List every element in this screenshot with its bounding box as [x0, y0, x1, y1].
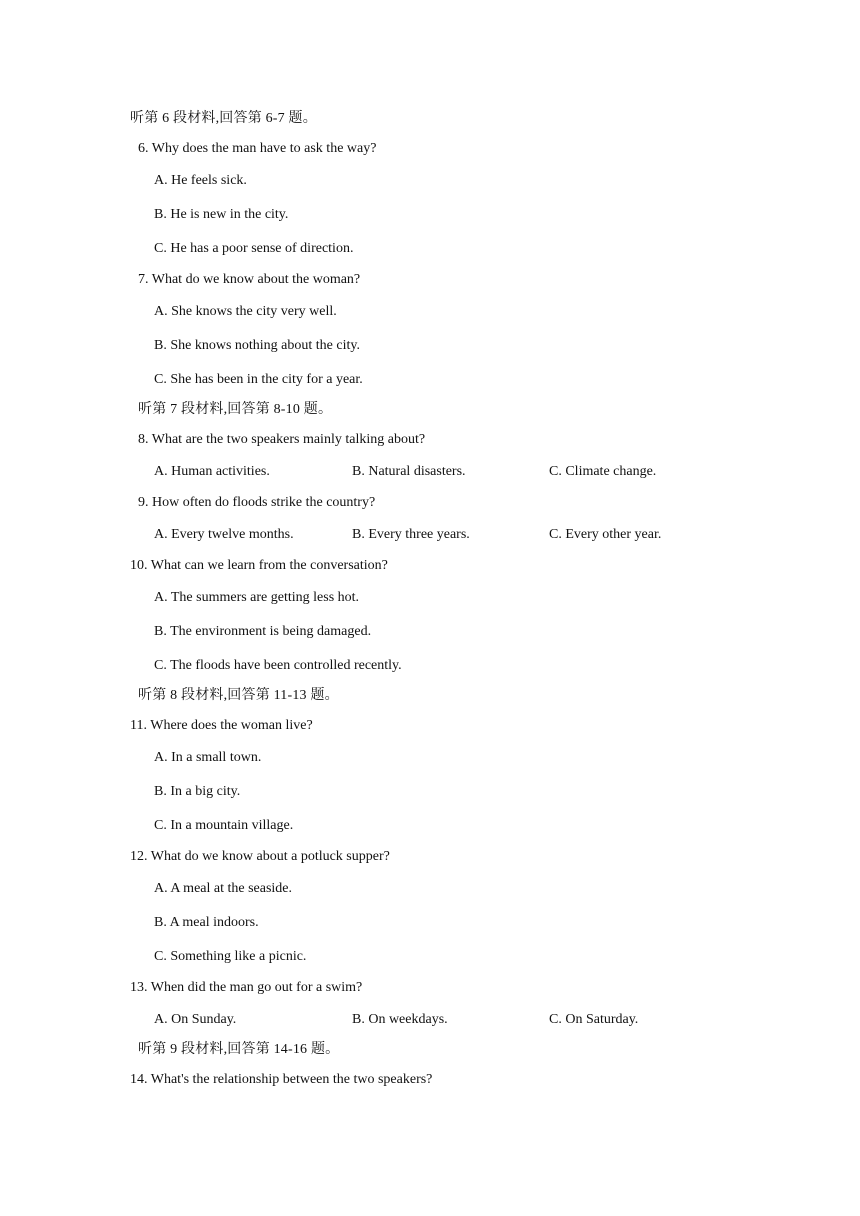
question-8-option-b: B. Natural disasters.	[352, 464, 466, 479]
question-10-option-c: C. The floods have been controlled recently.	[154, 658, 402, 673]
question-11-option-c: C. In a mountain village.	[154, 818, 294, 833]
question-10-option-a: A. The summers are getting less hot.	[154, 590, 360, 605]
question-13-option-b: B. On weekdays.	[352, 1012, 448, 1027]
question-14-stem: 14. What's the relationship between the two speakers?	[130, 1072, 433, 1087]
question-7-option-c: C. She has been in the city for a year.	[154, 372, 363, 387]
question-6-option-a: A. He feels sick.	[154, 173, 247, 188]
section-header-6: 听第 6 段材料,回答第 6-7 题。	[130, 111, 317, 126]
question-11-option-b: B. In a big city.	[154, 784, 241, 799]
section-header-9: 听第 9 段材料,回答第 14-16 题。	[138, 1042, 340, 1057]
question-9-stem: 9. How often do floods strike the country?	[138, 495, 376, 510]
question-6-option-b: B. He is new in the city.	[154, 207, 289, 222]
question-12-stem: 12. What do we know about a potluck supper?	[130, 849, 390, 864]
question-9-option-c: C. Every other year.	[549, 527, 662, 542]
question-13-stem: 13. When did the man go out for a swim?	[130, 980, 363, 995]
question-10-stem: 10. What can we learn from the conversation?	[130, 558, 388, 573]
question-6-stem: 6. Why does the man have to ask the way?	[138, 141, 377, 156]
question-13-option-a: A. On Sunday.	[154, 1012, 237, 1027]
question-11-stem: 11. Where does the woman live?	[130, 718, 313, 733]
question-8-stem: 8. What are the two speakers mainly talking about?	[138, 432, 426, 447]
section-header-8: 听第 8 段材料,回答第 11-13 题。	[138, 688, 339, 703]
question-13-option-c: C. On Saturday.	[549, 1012, 639, 1027]
question-12-option-c: C. Something like a picnic.	[154, 949, 307, 964]
question-7-option-a: A. She knows the city very well.	[154, 304, 337, 319]
section-header-7: 听第 7 段材料,回答第 8-10 题。	[138, 402, 333, 417]
question-12-option-a: A. A meal at the seaside.	[154, 881, 293, 896]
question-9-option-b: B. Every three years.	[352, 527, 470, 542]
question-6-option-c: C. He has a poor sense of direction.	[154, 241, 354, 256]
question-7-stem: 7. What do we know about the woman?	[138, 272, 361, 287]
question-8-option-c: C. Climate change.	[549, 464, 657, 479]
question-7-option-b: B. She knows nothing about the city.	[154, 338, 360, 353]
question-12-option-b: B. A meal indoors.	[154, 915, 259, 930]
question-11-option-a: A. In a small town.	[154, 750, 262, 765]
question-8-option-a: A. Human activities.	[154, 464, 270, 479]
question-9-option-a: A. Every twelve months.	[154, 527, 294, 542]
question-10-option-b: B. The environment is being damaged.	[154, 624, 372, 639]
